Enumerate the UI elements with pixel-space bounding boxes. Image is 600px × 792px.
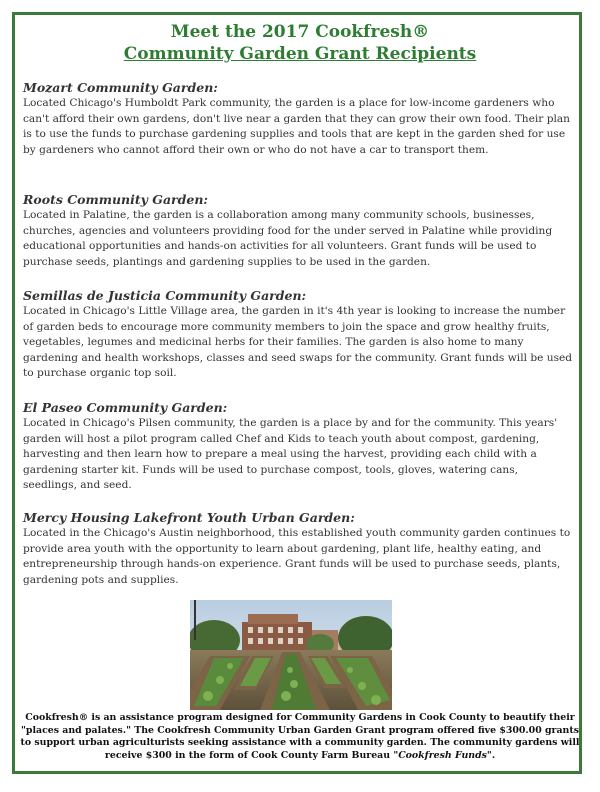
footer-end: . — [491, 749, 496, 761]
garden-heading: Semillas de Justicia Community Garden: — [23, 288, 307, 303]
garden-section-semillas — [23, 288, 575, 382]
footer-text: Cookfresh® is an assistance program designed for Community Gardens in Cook County to beautify their "places and palates." The Cookfresh Community Urban Garden Grant program offered five $300.00 grants to support urban agriculturists seeking assistance with a community garden. The community gardens will receive $300 in the form of Cook County Farm Bureau — [20, 712, 580, 761]
garden-heading: Mozart Community Garden: — [23, 80, 218, 95]
garden-section-el-paseo — [23, 400, 575, 494]
garden-heading: El Paseo Community Garden: — [23, 400, 228, 415]
garden-description: Located in Palatine, the garden is a collaboration among many community schools, businesses, churches, agencies and volunteers providing food for the under served in Palatine while providing educational opportunities and hands-on activities for all volunteers. Grant funds will be used to purchase seeds, plantings and gardening supplies to be used in the garden. — [23, 209, 553, 268]
garden-section-roots — [23, 192, 575, 270]
garden-description: Located in the Chicago's Austin neighborhood, this established youth community garden continues to provide area youth with the opportunity to learn about gardening, plant life, healthy eating, and entrepreneurship through hands-on experience. Grant funds will be used to purchase seeds, plants, gardening pots and supplies. — [23, 527, 571, 586]
garden-heading: Mercy Housing Lakefront Youth Urban Garden: — [23, 510, 355, 525]
garden-description: Located in Chicago's Little Village area, the garden in it's 4th year is looking to increase the number of garden beds to encourage more community members to join the space and grow healthy fruits, vegetables, legumes and medicinal herbs for their families. The garden is also home to many gardening and health workshops, classes and seed swaps for the community. Grant funds will be used to purchase organic top soil. — [23, 305, 573, 380]
garden-description: Located Chicago's Humboldt Park community, the garden is a place for low-income gardeners who can't afford their own gardens, don't live near a garden that they can grow their own food. Their plan is to use the funds to purchase gardening supplies and tools that are kept in the garden shed for use by gardeners who cannot afford their own or who do not have a car to transport them. — [23, 97, 571, 156]
garden-description: Located in Chicago's Pilsen community, the garden is a place by and for the community. This years' garden will host a pilot program called Chef and Kids to teach youth about compost, gardening, harvesting and then learn how to prepare a meal using the harvest, providing each child with a gardening starter kit. Funds will be used to purchase compost, tools, gloves, watering cans, seedlings, and seed. — [23, 417, 558, 492]
program-description — [20, 712, 580, 762]
garden-photo-image — [190, 600, 392, 710]
garden-section-mercy-housing — [23, 510, 575, 588]
garden-heading: Roots Community Garden: — [23, 192, 209, 207]
garden-section-mozart — [23, 80, 575, 158]
footer-emphasis: "Cookfresh Funds" — [393, 749, 492, 761]
garden-photo — [190, 600, 392, 710]
page-title-line1: Meet the 2017 Cookfresh® — [170, 22, 430, 42]
page-title-line2: Community Garden Grant Recipients — [123, 44, 477, 64]
